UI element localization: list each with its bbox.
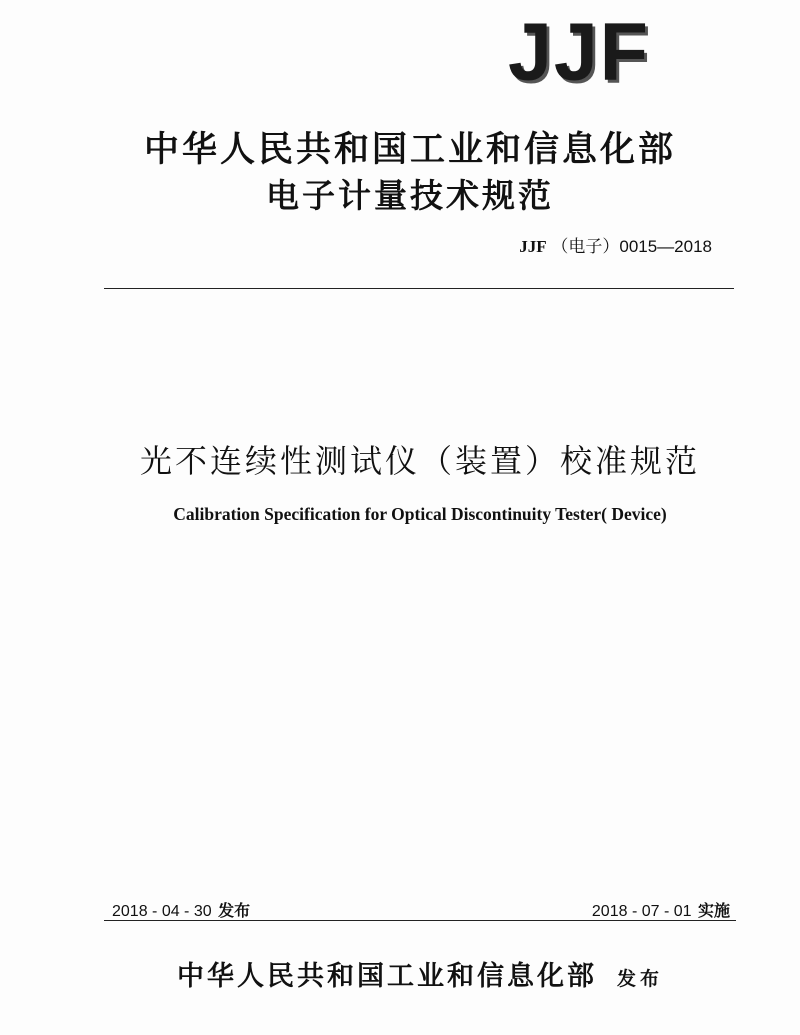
jjf-logo: JJF <box>508 6 650 98</box>
document-title-en: Calibration Specification for Optical Discontinuity Tester( Device) <box>173 504 667 524</box>
top-divider <box>104 288 734 289</box>
publisher-label: 发布 <box>616 968 663 990</box>
standard-code-prefix: JJF <box>519 237 547 256</box>
standard-code-number: （电子）0015—2018 <box>551 237 712 256</box>
issue-date-label: 发布 <box>218 901 251 920</box>
effective-date-value: 2018 - 07 - 01 <box>591 903 692 920</box>
issue-date-value: 2018 - 04 - 30 <box>112 903 212 920</box>
publisher-name: 中华人民共和国工业和信息化部 <box>176 961 597 992</box>
effective-date-label: 实施 <box>697 901 730 920</box>
document-title-zh: 光不连续性测试仪（装置）校准规范 <box>139 442 700 480</box>
issue-date <box>112 898 250 921</box>
publisher-line <box>100 954 740 993</box>
series-heading: 电子计量技术规范 <box>266 176 554 215</box>
standard-code <box>519 232 712 257</box>
bottom-divider <box>104 920 736 921</box>
ministry-heading: 中华人民共和国工业和信息化部 <box>143 129 676 170</box>
effective-date <box>592 898 730 921</box>
